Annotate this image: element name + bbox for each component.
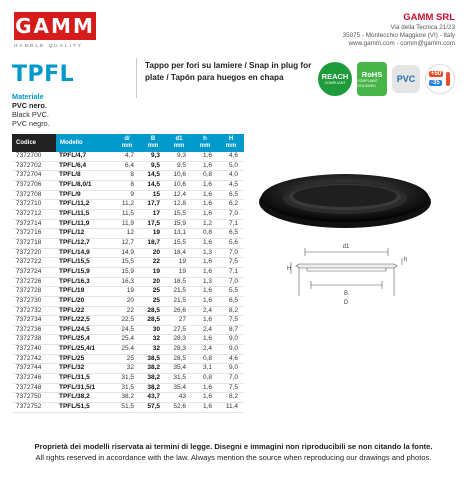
cell-b: 38,5: [140, 354, 166, 364]
cell-H: 5,0: [218, 161, 244, 171]
table-row: [12, 267, 244, 277]
cell-d1: 28,3: [166, 335, 192, 345]
cell-model: TPFL/15,5: [56, 258, 114, 268]
cell-H: 8,2: [218, 306, 244, 316]
footer-italian: Proprietà dei modelli riservata ai termini di legge. Disegni e immagini non riproducibili se non citando la fonte.: [34, 442, 433, 451]
cell-b: 28,5: [140, 316, 166, 326]
table-row: [12, 161, 244, 171]
cell-code: 7372734: [12, 316, 56, 326]
cell-h: 2,4: [192, 325, 218, 335]
cell-H: 5,6: [218, 238, 244, 248]
cell-d1: 15,5: [166, 238, 192, 248]
cell-code: 7372740: [12, 345, 56, 355]
cell-d1: 12,4: [166, 190, 192, 200]
product-title: TPFL: [12, 62, 75, 87]
cell-h: 0,8: [192, 374, 218, 384]
cell-code: 7372716: [12, 229, 56, 239]
header-h: h mm: [192, 134, 218, 152]
table-row: [12, 209, 244, 219]
table-row: [12, 306, 244, 316]
header-H: H mm: [218, 134, 244, 152]
cell-d: 11,9: [114, 219, 140, 229]
company-name: GAMM SRL: [403, 12, 455, 23]
dim-h: h: [404, 257, 408, 263]
table-row: [12, 238, 244, 248]
cell-d1: 28,5: [166, 354, 192, 364]
cell-code: 7372712: [12, 209, 56, 219]
cell-H: 9,0: [218, 335, 244, 345]
cell-model: TPFL/14,9: [56, 248, 114, 258]
cell-model: TPFL/24,5: [56, 325, 114, 335]
cell-H: 8,2: [218, 393, 244, 403]
cell-code: 7372730: [12, 296, 56, 306]
cell-d: 38,2: [114, 393, 140, 403]
cell-model: TPFL/9: [56, 190, 114, 200]
cell-model: TPFL/4,7: [56, 152, 114, 161]
pvc-badge: PVC: [392, 65, 420, 93]
cell-model: TPFL/8,0/1: [56, 180, 114, 190]
reach-sub: COMPLIANT: [324, 81, 346, 85]
cell-d: 22,5: [114, 316, 140, 326]
cell-d1: 43: [166, 393, 192, 403]
cell-H: 8,7: [218, 325, 244, 335]
cell-code: 7372744: [12, 364, 56, 374]
cell-d: 15,9: [114, 267, 140, 277]
cell-H: 9,0: [218, 364, 244, 374]
rohs-label: RoHS: [361, 69, 383, 79]
cell-d: 12: [114, 229, 140, 239]
cell-code: 7372752: [12, 403, 56, 413]
rohs-badge: [357, 62, 387, 96]
cell-d1: 15,5: [166, 209, 192, 219]
cell-model: TPFL/22: [56, 306, 114, 316]
company-address-1: Via della Tecnica 21/23: [390, 24, 455, 31]
table-row: [12, 354, 244, 364]
brand-logo: [14, 12, 96, 48]
cell-d: 9: [114, 190, 140, 200]
cell-h: 1,3: [192, 277, 218, 287]
cell-d: 51,5: [114, 403, 140, 413]
cell-H: 7,0: [218, 374, 244, 384]
cell-h: 1,6: [192, 190, 218, 200]
cell-model: TPFL/8: [56, 171, 114, 181]
cell-H: 6,5: [218, 229, 244, 239]
cell-b: 32: [140, 335, 166, 345]
cell-model: TPFL/25: [56, 354, 114, 364]
cell-b: 9,3: [140, 152, 166, 161]
table-row: [12, 374, 244, 384]
cell-d1: 21,5: [166, 287, 192, 297]
cell-d: 12,7: [114, 238, 140, 248]
cell-h: 1,2: [192, 219, 218, 229]
cell-code: 7372726: [12, 277, 56, 287]
product-description: Tappo per fori su lamiere / Snap in plug for plate / Tapón para huegos en chapa: [145, 61, 312, 82]
cell-b: 20: [140, 277, 166, 287]
cell-h: 3,1: [192, 364, 218, 374]
cell-H: 7,0: [218, 209, 244, 219]
cell-d1: 18,5: [166, 277, 192, 287]
cell-h: 1,6: [192, 393, 218, 403]
header-codice: Codice: [12, 134, 56, 152]
cell-code: 7372720: [12, 248, 56, 258]
cell-model: TPFL/19: [56, 287, 114, 297]
cell-model: TPFL/31,5/1: [56, 383, 114, 393]
cell-d1: 18,4: [166, 248, 192, 258]
cell-h: 1,6: [192, 403, 218, 413]
cell-H: 7,1: [218, 267, 244, 277]
cell-d: 6,4: [114, 161, 140, 171]
cell-b: 30: [140, 325, 166, 335]
cell-d: 20: [114, 296, 140, 306]
cell-d: 25: [114, 354, 140, 364]
cell-b: 15: [140, 190, 166, 200]
cell-h: 1,6: [192, 161, 218, 171]
table-row: [12, 296, 244, 306]
cell-H: 7,0: [218, 277, 244, 287]
cell-model: TPFL/12: [56, 229, 114, 239]
table-row: [12, 190, 244, 200]
cell-b: 25: [140, 287, 166, 297]
dim-D: D: [343, 300, 349, 306]
table-header-row: [12, 134, 244, 152]
cell-model: TPFL/32: [56, 364, 114, 374]
cell-h: 1,6: [192, 296, 218, 306]
cell-d: 19: [114, 287, 140, 297]
cell-d1: 35,4: [166, 383, 192, 393]
cell-H: 4,6: [218, 354, 244, 364]
cell-d1: 19: [166, 258, 192, 268]
header-d: d/ mm: [114, 134, 140, 152]
cell-d: 31,5: [114, 383, 140, 393]
cell-code: 7372706: [12, 180, 56, 190]
cell-d1: 15,9: [166, 219, 192, 229]
cell-b: 17,7: [140, 200, 166, 210]
cell-h: 1,6: [192, 209, 218, 219]
cell-code: 7372708: [12, 190, 56, 200]
cell-b: 38,2: [140, 383, 166, 393]
cell-model: TPFL/51,5: [56, 403, 114, 413]
cell-d1: 10,6: [166, 171, 192, 181]
cell-b: 28,5: [140, 306, 166, 316]
technical-drawing: [285, 238, 410, 308]
table-row: [12, 258, 244, 268]
cell-h: 0,8: [192, 171, 218, 181]
cell-code: 7372700: [12, 152, 56, 161]
cell-d1: 10,6: [166, 180, 192, 190]
cell-d1: 21,5: [166, 296, 192, 306]
cell-code: 7372742: [12, 354, 56, 364]
cell-h: 1,6: [192, 180, 218, 190]
cell-d: 25,4: [114, 335, 140, 345]
cell-code: 7372714: [12, 219, 56, 229]
cell-b: 9,5: [140, 161, 166, 171]
cell-d1: 28,3: [166, 345, 192, 355]
cell-code: 7372748: [12, 383, 56, 393]
cell-d1: 9,5: [166, 161, 192, 171]
cell-b: 20: [140, 248, 166, 258]
footer-english: All rights reserved in accordance with the law. Always mention the source when reproducing our drawings and photos.: [35, 453, 432, 462]
header-d1: d1 mm: [166, 134, 192, 152]
cell-b: 19: [140, 229, 166, 239]
logo-text: GAMM: [15, 14, 95, 38]
reach-badge: [318, 62, 352, 96]
cell-h: 1,6: [192, 267, 218, 277]
cell-b: 14,5: [140, 171, 166, 181]
cell-model: TPFL/25,4/1: [56, 345, 114, 355]
cell-code: 7372722: [12, 258, 56, 268]
material-line-it: PVC nero.: [12, 101, 47, 110]
cell-code: 7372702: [12, 161, 56, 171]
cell-model: TPFL/31,5: [56, 374, 114, 384]
cell-code: 7372724: [12, 267, 56, 277]
cell-d1: 27: [166, 316, 192, 326]
cell-d: 16,3: [114, 277, 140, 287]
cell-h: 1,6: [192, 258, 218, 268]
cell-d: 25,4: [114, 345, 140, 355]
cell-h: 1,6: [192, 335, 218, 345]
cell-code: 7372704: [12, 171, 56, 181]
company-address-2: 35075 - Montecchio Maggiore (VI) - Italy: [342, 32, 455, 39]
cell-h: 0,8: [192, 229, 218, 239]
cell-model: TPFL/15,9: [56, 267, 114, 277]
cell-model: TPFL/6,4: [56, 161, 114, 171]
cell-d: 11,5: [114, 209, 140, 219]
cell-d: 22: [114, 306, 140, 316]
cell-b: 25: [140, 296, 166, 306]
cell-H: 7,5: [218, 316, 244, 326]
cell-code: 7372732: [12, 306, 56, 316]
cell-b: 43,7: [140, 393, 166, 403]
cell-d: 31,5: [114, 374, 140, 384]
cell-d1: 12,8: [166, 200, 192, 210]
cell-code: 7372738: [12, 335, 56, 345]
cell-H: 7,5: [218, 258, 244, 268]
cell-H: 7,0: [218, 248, 244, 258]
dim-H: H: [287, 266, 292, 272]
cell-b: 14,5: [140, 180, 166, 190]
cell-h: 0,8: [192, 354, 218, 364]
cell-d1: 26,6: [166, 306, 192, 316]
cell-code: 7372718: [12, 238, 56, 248]
cell-model: TPFL/11,9: [56, 219, 114, 229]
table-row: [12, 383, 244, 393]
cell-d: 8: [114, 180, 140, 190]
logo-box: [14, 12, 96, 40]
temp-cold: -35: [431, 80, 440, 86]
cell-model: TPFL/12,7: [56, 238, 114, 248]
material-line-es: PVC negro.: [12, 119, 50, 128]
cell-H: 6,2: [218, 200, 244, 210]
cell-code: 7372746: [12, 374, 56, 384]
header-b: B mm: [140, 134, 166, 152]
cell-d: 32: [114, 364, 140, 374]
cell-H: 7,5: [218, 383, 244, 393]
cell-model: TPFL/20: [56, 296, 114, 306]
cell-model: TPFL/16,3: [56, 277, 114, 287]
temperature-badge: [425, 64, 455, 94]
cell-code: 7372710: [12, 200, 56, 210]
table-row: [12, 287, 244, 297]
thermometer-icon: [446, 72, 450, 86]
table-row: [12, 248, 244, 258]
cell-H: 6,5: [218, 190, 244, 200]
dim-B: B: [343, 291, 349, 297]
cell-model: TPFL/22,5: [56, 316, 114, 326]
cell-d: 11,2: [114, 200, 140, 210]
table-row: [12, 277, 244, 287]
reach-label: REACH: [321, 72, 349, 81]
cell-b: 17,5: [140, 219, 166, 229]
cell-h: 1,6: [192, 383, 218, 393]
cell-H: 11,4: [218, 403, 244, 413]
header-modello: Modello: [56, 134, 114, 152]
table-row: [12, 171, 244, 181]
cell-b: 22: [140, 258, 166, 268]
cell-h: 1,6: [192, 316, 218, 326]
cell-d1: 31,5: [166, 374, 192, 384]
cell-H: 4,0: [218, 171, 244, 181]
cell-code: 7372736: [12, 325, 56, 335]
product-photo: [255, 160, 435, 235]
cell-H: 4,5: [218, 180, 244, 190]
cell-H: 9,0: [218, 345, 244, 355]
cell-d1: 52,6: [166, 403, 192, 413]
cell-d: 24,5: [114, 325, 140, 335]
cell-d1: 27,5: [166, 325, 192, 335]
dim-d1: d1: [342, 244, 350, 250]
material-line-en: Black PVC.: [12, 110, 49, 119]
company-info: [343, 12, 455, 48]
table-row: [12, 180, 244, 190]
cell-model: TPFL/25,4: [56, 335, 114, 345]
rohs-sub: COMPLIANT 2011/65/EU: [357, 78, 378, 88]
cell-model: TPFL/38,2: [56, 393, 114, 403]
cell-b: 19: [140, 267, 166, 277]
cell-h: 2,4: [192, 345, 218, 355]
footer: [0, 441, 467, 463]
cell-h: 1,6: [192, 200, 218, 210]
cell-d1: 9,3: [166, 152, 192, 161]
product-table: [12, 134, 244, 413]
cell-H: 5,5: [218, 287, 244, 297]
cell-H: 7,1: [218, 219, 244, 229]
cell-h: 1,6: [192, 238, 218, 248]
logo-tagline: HANDLE QUALITY: [14, 43, 83, 48]
cell-d: 14,9: [114, 248, 140, 258]
cell-model: TPFL/11,5: [56, 209, 114, 219]
cell-h: 2,4: [192, 306, 218, 316]
cell-model: TPFL/11,2: [56, 200, 114, 210]
cell-d1: 35,4: [166, 364, 192, 374]
table-row: [12, 152, 244, 161]
title-divider: [136, 58, 137, 98]
table-row: [12, 345, 244, 355]
cell-h: 1,3: [192, 248, 218, 258]
cell-H: 4,6: [218, 152, 244, 161]
cell-d1: 13,1: [166, 229, 192, 239]
cell-b: 57,5: [140, 403, 166, 413]
cell-d: 8: [114, 171, 140, 181]
cell-code: 7372728: [12, 287, 56, 297]
table-row: [12, 325, 244, 335]
cell-b: 18,7: [140, 238, 166, 248]
table-row: [12, 393, 244, 403]
company-web: www.gamm.com - comm@gamm.com: [348, 40, 455, 47]
cell-code: 7372750: [12, 393, 56, 403]
table-row: [12, 403, 244, 413]
certification-badges: [318, 62, 455, 96]
cell-h: 1,6: [192, 287, 218, 297]
table-row: [12, 335, 244, 345]
table-row: [12, 316, 244, 326]
table-row: [12, 219, 244, 229]
cell-b: 38,2: [140, 374, 166, 384]
cell-b: 17: [140, 209, 166, 219]
cell-d: 15,5: [114, 258, 140, 268]
material-block: [12, 92, 50, 128]
table-row: [12, 364, 244, 374]
cell-b: 38,2: [140, 364, 166, 374]
cell-d1: 19: [166, 267, 192, 277]
material-label: Materiale: [12, 92, 44, 101]
cell-h: 1,6: [192, 152, 218, 161]
cell-b: 32: [140, 345, 166, 355]
temp-hot: +50: [431, 71, 442, 77]
cell-d: 4,7: [114, 152, 140, 161]
table-body: [12, 152, 244, 412]
table-row: [12, 200, 244, 210]
table-row: [12, 229, 244, 239]
cell-H: 6,5: [218, 296, 244, 306]
